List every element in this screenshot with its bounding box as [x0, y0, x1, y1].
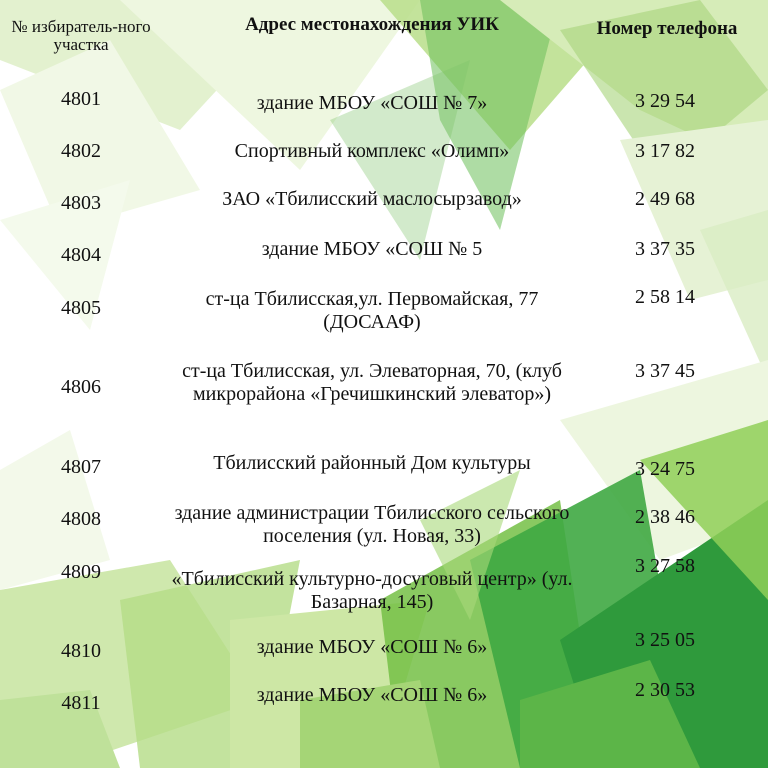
- station-phone: 3 25 05: [635, 629, 695, 651]
- station-address: Спортивный комплекс «Олимп»: [234, 140, 510, 162]
- station-number: 4801: [61, 88, 101, 110]
- station-phone: 2 49 68: [635, 188, 695, 210]
- station-address: здание МБОУ «СОШ № 6»: [256, 684, 488, 706]
- station-phone: 3 37 45: [635, 360, 695, 382]
- station-number: 4808: [61, 508, 101, 530]
- station-address: ст-ца Тбилисская, ул. Элеваторная, 70, (клуб микрорайона «Гречишкинский элеватор»): [182, 360, 562, 406]
- station-number: 4804: [61, 244, 101, 266]
- header-address: Адрес местонахождения УИК: [245, 14, 499, 35]
- header-station-number: № избиратель-ного участка: [11, 17, 151, 55]
- station-number: 4802: [61, 140, 101, 162]
- header-phone: Номер телефона: [596, 18, 738, 39]
- station-number: 4811: [61, 692, 101, 714]
- station-phone: 2 38 46: [635, 506, 695, 528]
- station-address: «Тбилисский культурно-досуговый центр» (ул. Базарная, 145): [171, 568, 573, 614]
- station-phone: 3 29 54: [635, 90, 695, 112]
- station-phone: 2 58 14: [635, 286, 695, 308]
- station-phone: 3 27 58: [635, 555, 695, 577]
- station-address: здание администрации Тбилисского сельского поселения (ул. Новая, 33): [174, 502, 570, 548]
- station-phone: 2 30 53: [635, 679, 695, 701]
- station-phone: 3 37 35: [635, 238, 695, 260]
- station-number: 4805: [61, 297, 101, 319]
- station-number: 4803: [61, 192, 101, 214]
- station-phone: 3 24 75: [635, 458, 695, 480]
- station-phone: 3 17 82: [635, 140, 695, 162]
- station-number: 4807: [61, 456, 101, 478]
- station-address: ст-ца Тбилисская,ул. Первомайская, 77 (ДОСААФ): [205, 288, 539, 334]
- station-address: здание МБОУ «СОШ № 5: [261, 238, 483, 260]
- station-address: Тбилисский районный Дом культуры: [213, 452, 531, 474]
- station-address: ЗАО «Тбилисский маслосырзавод»: [222, 188, 522, 210]
- station-number: 4810: [61, 640, 101, 662]
- station-address: здание МБОУ «СОШ № 7»: [256, 92, 488, 114]
- station-number: 4806: [61, 376, 101, 398]
- station-address: здание МБОУ «СОШ № 6»: [256, 636, 488, 658]
- station-number: 4809: [61, 561, 101, 583]
